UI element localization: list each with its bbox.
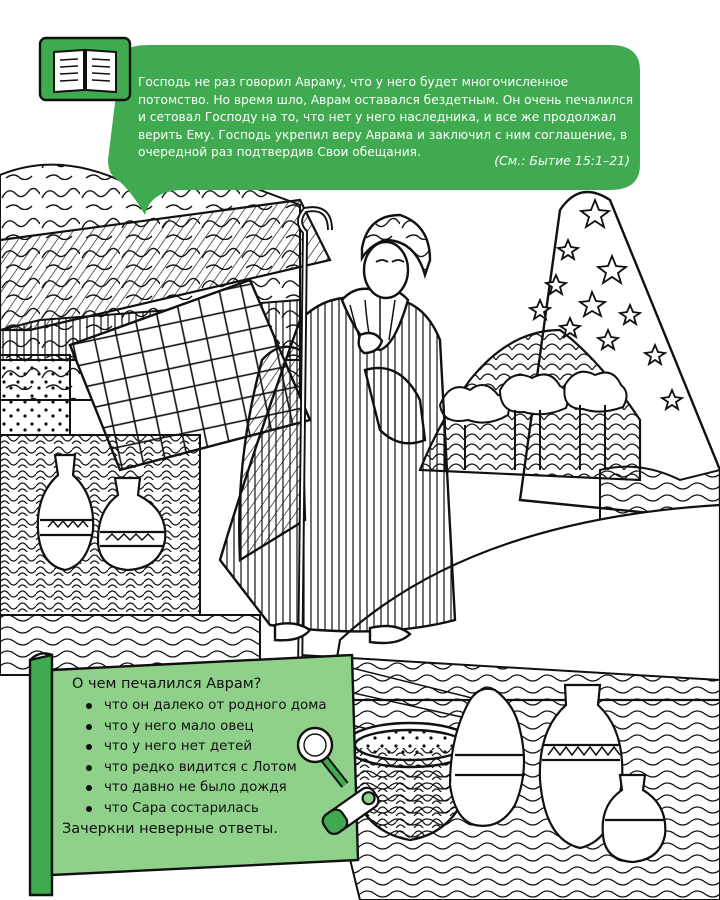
quiz-option[interactable]: что он далеко от родного дома [86, 696, 357, 717]
quiz-option[interactable]: что Сара состарилась [86, 799, 357, 820]
quiz-option[interactable]: что у него мало овец [86, 717, 357, 738]
story-text: Господь не раз говорил Авраму, что у него будет многочисленное потомство. Но время шло, Аврам оставался бездетным. Он очень печалился и сетовал Господу на то, что нет у него наследника, и все же продолжал верить Ему. Господь укрепил веру Аврама и заключил с ним соглашение, в очередной раз подтвердив Свои обещания. [138, 75, 634, 159]
quiz-question: О чем печалился Аврам? [72, 676, 262, 692]
quiz-option[interactable]: что редко видится с Лотом [86, 758, 357, 779]
quiz-instruction: Зачеркни неверные ответы. [62, 821, 278, 837]
quiz-option[interactable]: что давно не было дождя [86, 778, 357, 799]
quiz-option[interactable]: что у него нет детей [86, 737, 357, 758]
quiz-options [72, 696, 357, 819]
quiz-panel [62, 676, 357, 837]
bible-reference: (См.: Бытие 15:1–21) [494, 153, 630, 168]
open-book-icon [40, 38, 130, 100]
story-text-box [138, 74, 638, 162]
